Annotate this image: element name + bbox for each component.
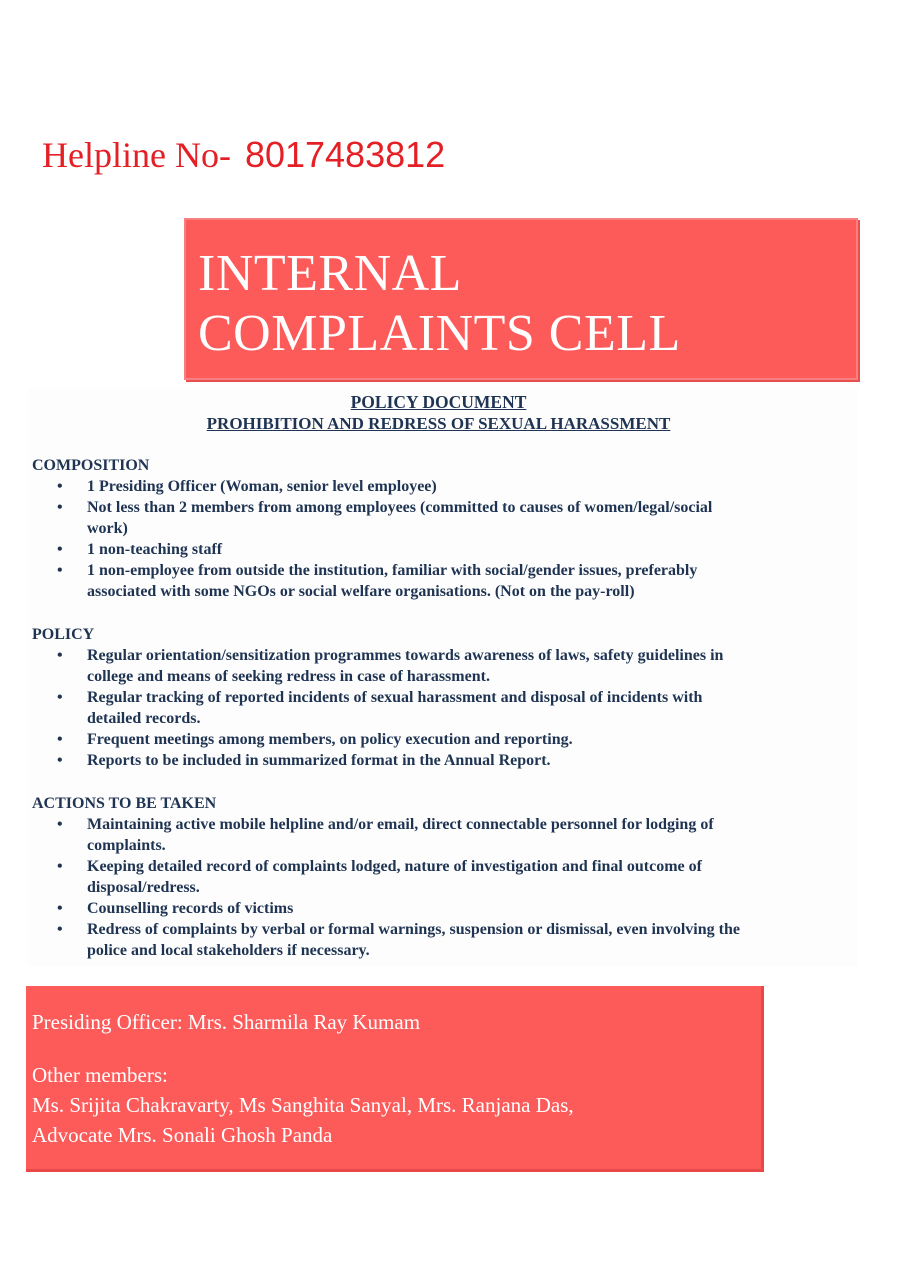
- list-item-line: disposal/redress.: [87, 879, 200, 896]
- helpline-label: Helpline No-: [42, 135, 231, 175]
- list-item-line: • Keeping detailed record of complaints lodged, nature of investigation and final outcome of: [87, 858, 702, 875]
- document-heading: POLICY DOCUMENT: [350, 392, 527, 412]
- list-item-line: • Maintaining active mobile helpline and/or email, direct connectable personnel for lodging of: [87, 816, 714, 833]
- list-item: [32, 919, 852, 961]
- composition-section: [32, 455, 852, 602]
- list-item: [32, 687, 852, 729]
- bullet-list: [32, 645, 852, 771]
- list-item-line: associated with some NGOs or social welfare organisations. (Not on the pay-roll): [87, 583, 635, 600]
- document-subheading: PROHIBITION AND REDRESS OF SEXUAL HARASSMENT: [206, 414, 671, 433]
- list-item-line: • Regular orientation/sensitization programmes towards awareness of laws, safety guidelines in: [87, 647, 724, 664]
- members-line-2: Advocate Mrs. Sonali Ghosh Panda: [32, 1123, 333, 1147]
- list-item-line: • 1 Presiding Officer (Woman, senior level employee): [87, 478, 437, 495]
- list-item-line: complaints.: [87, 837, 166, 854]
- list-item: [32, 645, 852, 687]
- list-item-line: • Redress of complaints by verbal or formal warnings, suspension or dismissal, even involving the: [87, 921, 740, 938]
- list-item: [32, 476, 852, 497]
- actions-section: [32, 793, 852, 961]
- list-item-line: • 1 non-teaching staff: [87, 541, 223, 558]
- list-item: [32, 856, 852, 898]
- list-item-line: detailed records.: [87, 710, 201, 727]
- list-item: [32, 539, 852, 560]
- other-members-label: Other members:: [32, 1063, 168, 1087]
- bullet-list: [32, 814, 852, 961]
- section-heading: ACTIONS TO BE TAKEN: [32, 795, 217, 812]
- list-item-line: college and means of seeking redress in case of harassment.: [87, 668, 490, 685]
- list-item-line: • Counselling records of victims: [87, 900, 294, 917]
- section-heading: POLICY: [32, 626, 95, 643]
- title-line-1: INTERNAL: [198, 245, 462, 302]
- list-item-line: • 1 non-employee from outside the institution, familiar with social/gender issues, preferably: [87, 562, 698, 579]
- title-text: [198, 244, 681, 364]
- list-item-line: • Regular tracking of reported incidents of sexual harassment and disposal of incidents with: [87, 689, 703, 706]
- list-item: [32, 497, 852, 539]
- list-item-line: police and local stakeholders if necessary.: [87, 942, 370, 959]
- list-item: [32, 560, 852, 602]
- list-item: [32, 729, 852, 750]
- members-line-1: Ms. Srijita Chakravarty, Ms Sanghita Sanyal, Mrs. Ranjana Das,: [32, 1093, 574, 1117]
- list-item: [32, 814, 852, 856]
- title-line-2: COMPLAINTS CELL: [198, 305, 681, 362]
- list-item-line: • Reports to be included in summarized format in the Annual Report.: [87, 752, 551, 769]
- list-item: [32, 750, 852, 771]
- helpline-number[interactable]: 8017483812: [244, 134, 446, 175]
- section-heading: COMPOSITION: [32, 457, 150, 474]
- document-headings: [0, 392, 877, 434]
- title-banner: [184, 218, 858, 380]
- members-panel: [26, 986, 764, 1172]
- list-item-line: • Frequent meetings among members, on policy execution and reporting.: [87, 731, 573, 748]
- bullet-list: [32, 476, 852, 602]
- list-item-line: • Not less than 2 members from among employees (committed to causes of women/legal/social: [87, 499, 713, 516]
- policy-section: [32, 624, 852, 771]
- list-item-line: work): [87, 520, 128, 537]
- list-item: [32, 898, 852, 919]
- presiding-officer: Presiding Officer: Mrs. Sharmila Ray Kumam: [32, 1010, 421, 1034]
- helpline: [42, 134, 445, 176]
